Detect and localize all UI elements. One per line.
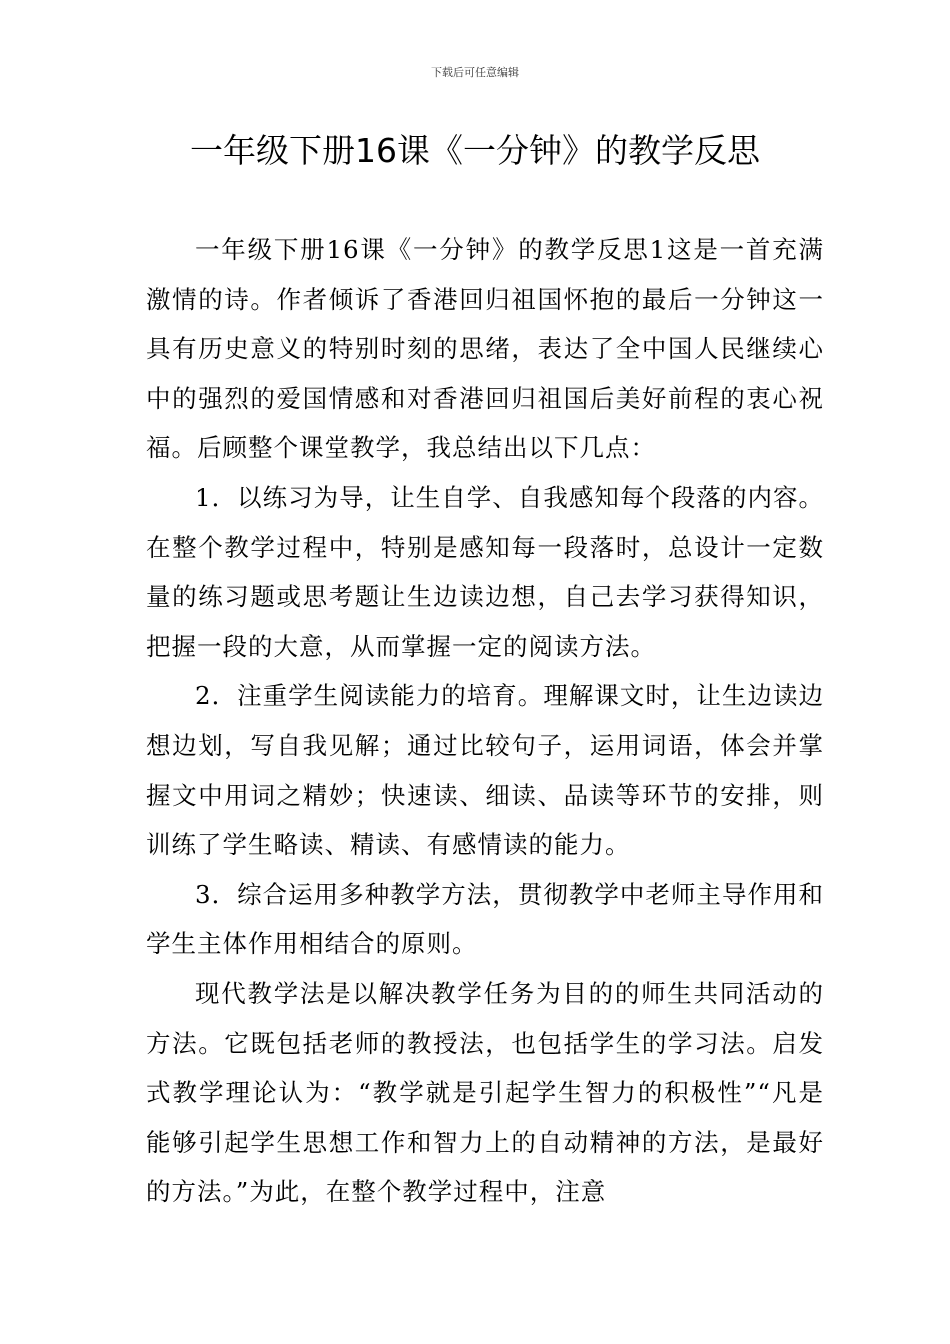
paragraph-point-1: 1．以练习为导，让生自学、自我感知每个段落的内容。在整个教学过程中，特别是感知每一段落时，总设计一定数量的练习题或思考题让生边读边想，自己去学习获得知识，把握一段的大意，从而掌握一定的阅读方法。: [146, 482, 824, 661]
paragraph-intro: 一年级下册16课《一分钟》的教学反思1这是一首充满激情的诗。作者倾诉了香港回归祖国怀抱的最后一分钟这一具有历史意义的特别时刻的思绪，表达了全中国人民继续心中的强烈的爱国情感和对香港回归祖国后美好前程的衷心祝福。后顾整个课堂教学，我总结出以下几点：: [146, 235, 824, 463]
paragraph-method: 现代教学法是以解决教学任务为目的的师生共同活动的方法。它既包括老师的教授法，也包括学生的学习法。启发式教学理论认为：“教学就是引起学生智力的积极性”“凡是能够引起学生思想工作和智力上的自动精神的方法，是最好的方法。”为此，在整个教学过程中，注意: [146, 978, 824, 1207]
document-body: [146, 225, 824, 1217]
paragraph-point-3: 3．综合运用多种教学方法，贯彻教学中老师主导作用和学生主体作用相结合的原则。: [146, 879, 824, 959]
page-header-note: 下载后可任意编辑: [431, 66, 519, 79]
paragraph-point-2: 2．注重学生阅读能力的培育。理解课文时，让生边读边想边划，写自我见解；通过比较句子，运用词语，体会并掌握文中用词之精妙；快速读、细读、品读等环节的安排，则训练了学生略读、精读、有感情读的能力。: [146, 681, 824, 860]
document-title: 一年级下册16课《一分钟》的教学反思: [190, 131, 760, 170]
